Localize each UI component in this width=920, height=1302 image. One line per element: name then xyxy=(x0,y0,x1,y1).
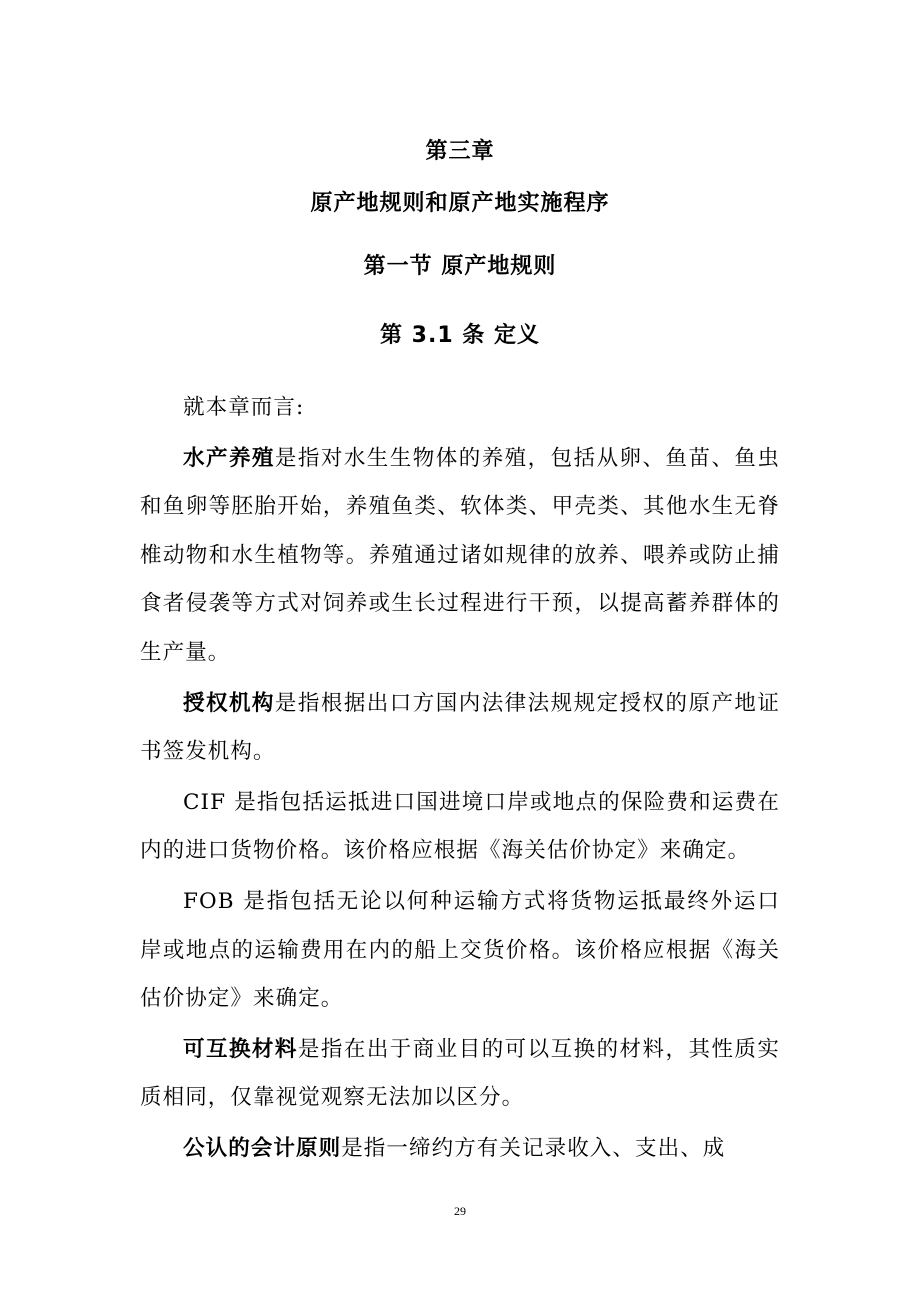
definition-text: 是指包括无论以何种运输方式将货物运抵最终外运口岸或地点的运输费用在内的船上交货价格。该价格应根据《海关估价协定》来确定。 xyxy=(140,888,780,1012)
intro-paragraph: 就本章而言: xyxy=(183,395,305,420)
definition-term: 可互换材料 xyxy=(183,1036,298,1062)
definition-paragraph xyxy=(140,435,780,678)
definition-text: 是指在出于商业目的可以互换的材料，其性质实质相同，仅靠视觉观察无法加以区分。 xyxy=(140,1036,780,1111)
definition-term: 公认的会计原则 xyxy=(183,1135,342,1161)
definition-paragraph xyxy=(140,1125,780,1174)
body-text xyxy=(140,384,780,1174)
definition-text: 是指对水生生物体的养殖，包括从卵、鱼苗、鱼虫和鱼卵等胚胎开始，养殖鱼类、软体类、甲壳类、其他水生无脊椎动物和水生植物等。养殖通过诸如规律的放养、喂养或防止捕食者侵袭等方式对饲养或生长过程进行干预，以提高蓄养群体的生产量。 xyxy=(140,445,780,665)
definition-term: FOB xyxy=(183,888,244,914)
definition-text: 是指包括运抵进口国进境口岸或地点的保险费和运费在内的进口货物价格。该价格应根据《海关估价协定》来确定。 xyxy=(140,789,780,864)
chapter-heading: 第三章 xyxy=(425,139,495,164)
definition-text: 是指根据出口方国内法律法规规定授权的原产地证书签发机构。 xyxy=(140,690,780,765)
page-number: 29 xyxy=(454,1204,466,1218)
article-heading: 第 3.1 条 定义 xyxy=(380,323,540,348)
definition-text: 是指一缔约方有关记录收入、支出、成 xyxy=(341,1135,726,1161)
definition-paragraph xyxy=(140,680,780,777)
definition-paragraph xyxy=(140,878,780,1024)
chapter-title: 原产地规则和原产地实施程序 xyxy=(310,191,610,216)
definition-term: CIF xyxy=(183,789,235,815)
section-heading: 第一节 原产地规则 xyxy=(363,254,557,279)
definition-term: 水产养殖 xyxy=(183,445,275,471)
definition-paragraph xyxy=(140,779,780,876)
definition-paragraph xyxy=(140,1026,780,1123)
definition-term: 授权机构 xyxy=(183,690,275,716)
